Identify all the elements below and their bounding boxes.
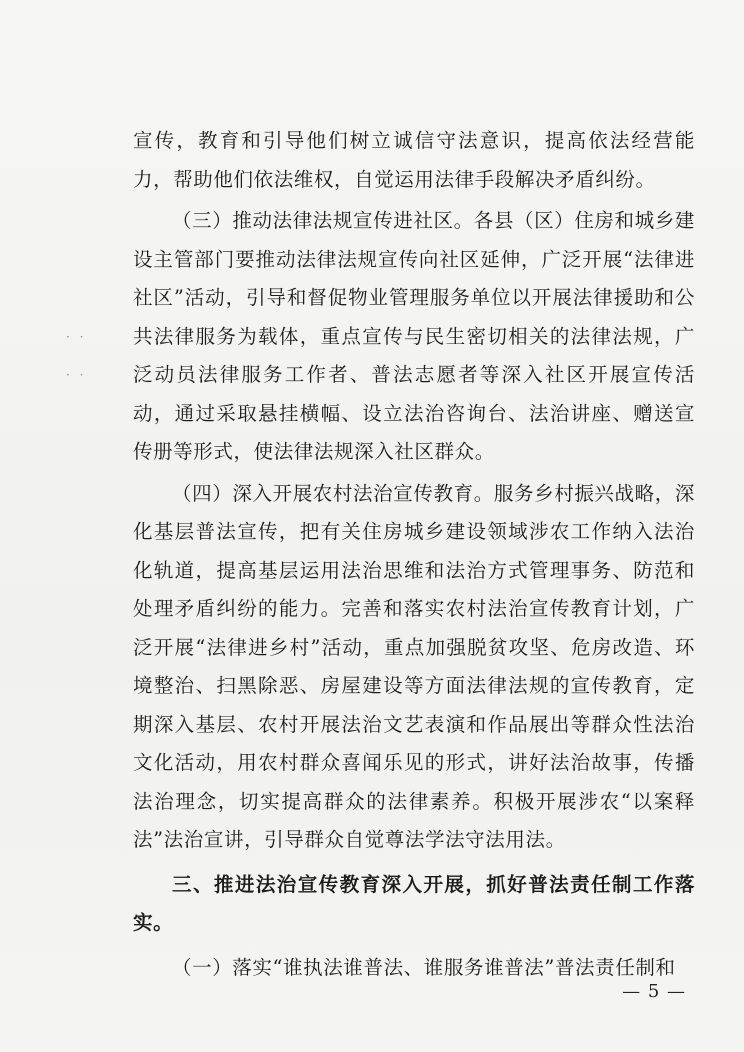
body-paragraph: （三）推动法律法规宣传进社区。各县（区）住房和城乡建设主管部门要推动法律法规宣传向社区延伸，广泛开展“法律进社区”活动，引导和督促物业管理服务单位以开展法律援助和公共法律服务为载体，重点宣传与民生密切相关的法律法规，广泛动员法律服务工作者、普法志愿者等深入社区开展宣传活动，通过采取悬挂横幅、设立法治咨询台、法治讲座、赠送宣传册等形式，使法律法规深入社区群众。 — [133, 209, 695, 463]
page-number: — 5 — — [622, 981, 686, 1002]
body-paragraph: （四）深入开展农村法治宣传教育。服务乡村振兴战略，深化基层普法宣传，把有关住房城乡建设领域涉农工作纳入法治化轨道，提高基层运用法治思维和法治方式管理事务、防范和处理矛盾纠纷的能力。完善和落实农村法治宣传教育计划，广泛开展“法律进乡村”活动，重点加强脱贫攻坚、危房改造、环境整治、扫黑除恶、房屋建设等方面法律法规的宣传教育，定期深入基层、农村开展法治文艺表演和作品展出等群众性法治文化活动，用农村群众喜闻乐见的形式，讲好法治故事，传播法治理念，切实提高群众的法律素养。积极开展涉农“以案释法”法治宣讲，引导群众自觉尊法学法守法用法。 — [133, 481, 695, 851]
binding-hole-mark: · · — [66, 368, 87, 382]
binding-hole-mark: · · — [66, 330, 87, 344]
body-paragraph: （一）落实“谁执法谁普法、谁服务谁普法”普法责任制和 — [172, 955, 676, 979]
section-heading: 三、推进法治宣传教育深入开展，抓好普法责任制工作落实。 — [133, 872, 695, 934]
document-body — [133, 122, 695, 987]
body-paragraph: 宣传，教育和引导他们树立诚信守法意识，提高依法经营能力，帮助他们依法维权，自觉运用法律手段解决矛盾纠纷。 — [133, 129, 695, 191]
